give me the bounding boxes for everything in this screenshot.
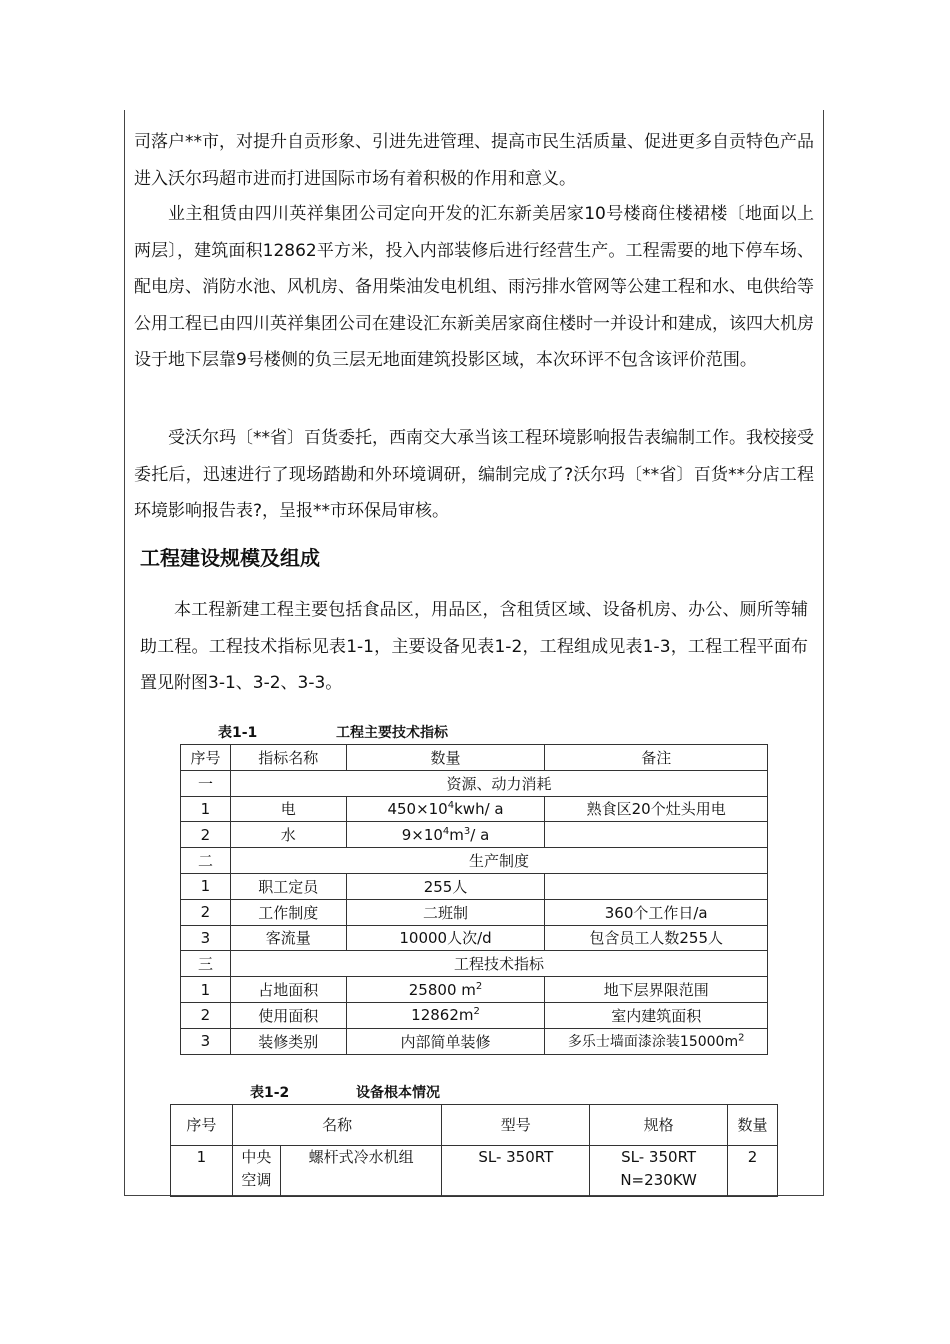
table-row (181, 1028, 768, 1054)
table-row (171, 1146, 778, 1197)
row-note: 室内建筑面积 (545, 1002, 768, 1028)
row-note: 熟食区20个灶头用电 (545, 796, 768, 822)
row-name: 装修类别 (230, 1028, 346, 1054)
technical-indicators-table (180, 744, 768, 1055)
section-heading: 工程建设规模及组成 (140, 546, 320, 570)
row-no: 3 (181, 925, 231, 951)
paragraph-3: 受沃尔玛〔**省〕百货委托，西南交大承当该工程环境影响报告表编制工作。我校接受委托后，迅速进行了现场踏勘和外环境调研，编制完成了?沃尔玛〔**省〕百货**分店工程环境影响报告表?，呈报**市环保局审核。 (134, 428, 814, 521)
header-quantity: 数量 (728, 1105, 778, 1146)
header-model: 型号 (442, 1105, 590, 1146)
section-title: 资源、动力消耗 (230, 770, 767, 796)
row-name: 使用面积 (230, 1002, 346, 1028)
paragraph-4: 本工程新建工程主要包括食品区，用品区，含租赁区域、设备机房、办公、厕所等辅助工程。工程技术指标见表1-1，主要设备见表1-2，工程组成见表1-3，工程工程平面布置见附图3-1、3-2、3-3。 (140, 600, 808, 693)
table-row (181, 796, 768, 822)
header-quantity: 数量 (346, 745, 545, 771)
table1-caption-title: 工程主要技术指标 (336, 725, 448, 741)
row-name: 水 (230, 822, 346, 848)
row-no: 1 (181, 977, 231, 1003)
paragraph-2: 业主租赁由四川英祥集团公司定向开发的汇东新美居家10号楼商住楼裙楼〔地面以上两层〕，建筑面积12862平方米，投入内部装修后进行经营生产。工程需要的地下停车场、配电房、消防水池、风机房、备用柴油发电机组、雨污排水管网等公建工程和水、电供给等公用工程已由四川英祥集团公司在建设汇东新美居家商住楼时一并设计和建成，该四大机房设于地下层靠9号楼侧的负三层无地面建筑投影区域，本次环评不包含该评价范围。 (134, 204, 814, 370)
row-no: 1 (181, 796, 231, 822)
row-note (545, 822, 768, 848)
row-note: 多乐士墙面漆涂装$15000m^2$ (545, 1028, 768, 1054)
section-title: 工程技术指标 (230, 951, 767, 977)
row-no: 1 (181, 873, 231, 899)
row-no: 2 (181, 1002, 231, 1028)
table-row (181, 822, 768, 848)
section-no: 三 (181, 951, 231, 977)
row-category: 中央空调 (232, 1146, 280, 1197)
row-note: 地下层界限范围 (545, 977, 768, 1003)
table-row (181, 925, 768, 951)
row-name: 电 (230, 796, 346, 822)
table-header-row (171, 1105, 778, 1146)
row-name: 客流量 (230, 925, 346, 951)
row-name: 占地面积 (230, 977, 346, 1003)
header-no: 序号 (181, 745, 231, 771)
row-name: 螺杆式冷水机组 (280, 1146, 442, 1197)
row-no: 2 (181, 899, 231, 925)
header-name: 指标名称 (230, 745, 346, 771)
table-row (181, 1002, 768, 1028)
paragraph-1: 司落户**市，对提升自贡形象、引进先进管理、提高市民生活质量、促进更多自贡特色产品进入沃尔玛超市进而打进国际市场有着积极的作用和意义。 (134, 132, 814, 189)
equipment-table (170, 1104, 778, 1197)
row-quantity: 10000人次/d (346, 925, 545, 951)
row-note (545, 873, 768, 899)
row-note: 包含员工人数255人 (545, 925, 768, 951)
section-row (181, 770, 768, 796)
section-row (181, 951, 768, 977)
row-no: 3 (181, 1028, 231, 1054)
row-quantity: $9\times 10^4m^3/$ a (346, 822, 545, 848)
row-name: 职工定员 (230, 873, 346, 899)
row-no: 1 (171, 1146, 233, 1197)
section-no: 一 (181, 770, 231, 796)
row-spec: SL- 350RT N=230KW (590, 1146, 728, 1197)
row-quantity: $450\times 10^4kwh/$ a (346, 796, 545, 822)
table-row (181, 899, 768, 925)
section-row (181, 848, 768, 874)
section-title: 生产制度 (230, 848, 767, 874)
table2-caption-number: 表1-2 (250, 1085, 290, 1101)
table-row (181, 977, 768, 1003)
row-model: SL- 350RT (442, 1146, 590, 1197)
row-no: 2 (181, 822, 231, 848)
header-name: 名称 (232, 1105, 442, 1146)
table1-caption-number: 表1-1 (218, 725, 258, 741)
row-quantity: 二班制 (346, 899, 545, 925)
row-quantity: 255人 (346, 873, 545, 899)
table-header-row (181, 745, 768, 771)
header-spec: 规格 (590, 1105, 728, 1146)
row-quantity: 2 (728, 1146, 778, 1197)
row-name: 工作制度 (230, 899, 346, 925)
row-quantity: 内部简单装修 (346, 1028, 545, 1054)
row-quantity: 25800 $m^2$ (346, 977, 545, 1003)
header-note: 备注 (545, 745, 768, 771)
section-no: 二 (181, 848, 231, 874)
table-row (181, 873, 768, 899)
header-no: 序号 (171, 1105, 233, 1146)
row-note: 360个工作日/a (545, 899, 768, 925)
table2-caption-title: 设备根本情况 (356, 1085, 440, 1101)
row-quantity: $12862m^2$ (346, 1002, 545, 1028)
